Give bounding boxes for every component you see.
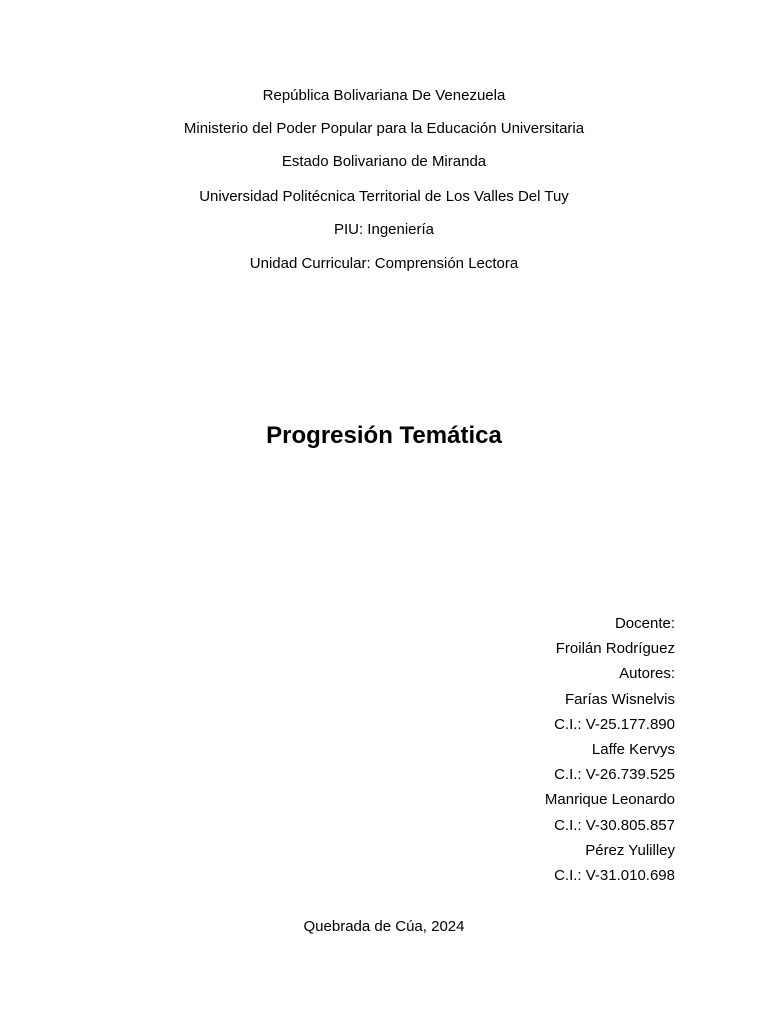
header-republic: República Bolivariana De Venezuela xyxy=(262,87,506,104)
header-university: Universidad Politécnica Territorial de Los Valles Del Tuy xyxy=(199,188,569,205)
header-course: Unidad Curricular: Comprensión Lectora xyxy=(249,255,519,272)
header-ministry: Ministerio del Poder Popular para la Educación Universitaria xyxy=(183,120,585,137)
teacher-label: Docente: xyxy=(614,615,675,632)
author-name: Pérez Yulilley xyxy=(585,841,675,859)
author-name: Laffe Kervys xyxy=(591,740,675,758)
author-id: C.I.: V-26.739.525 xyxy=(554,766,675,784)
author-name: Farías Wisnelvis xyxy=(564,690,675,708)
author-id: C.I.: V-30.805.857 xyxy=(554,816,675,834)
place-and-year: Quebrada de Cúa, 2024 xyxy=(303,918,465,935)
teacher-name: Froilán Rodríguez xyxy=(555,640,675,658)
header-state: Estado Bolivariano de Miranda xyxy=(281,153,487,170)
credits-block xyxy=(375,615,675,892)
author-id: C.I.: V-25.177.890 xyxy=(554,715,675,733)
author-id: C.I.: V-31.010.698 xyxy=(554,866,675,884)
author-name: Manrique Leonardo xyxy=(544,791,675,809)
document-title: Progresión Temática xyxy=(266,422,502,449)
authors-label: Autores: xyxy=(619,665,675,683)
header-program: PIU: Ingeniería xyxy=(333,221,435,238)
